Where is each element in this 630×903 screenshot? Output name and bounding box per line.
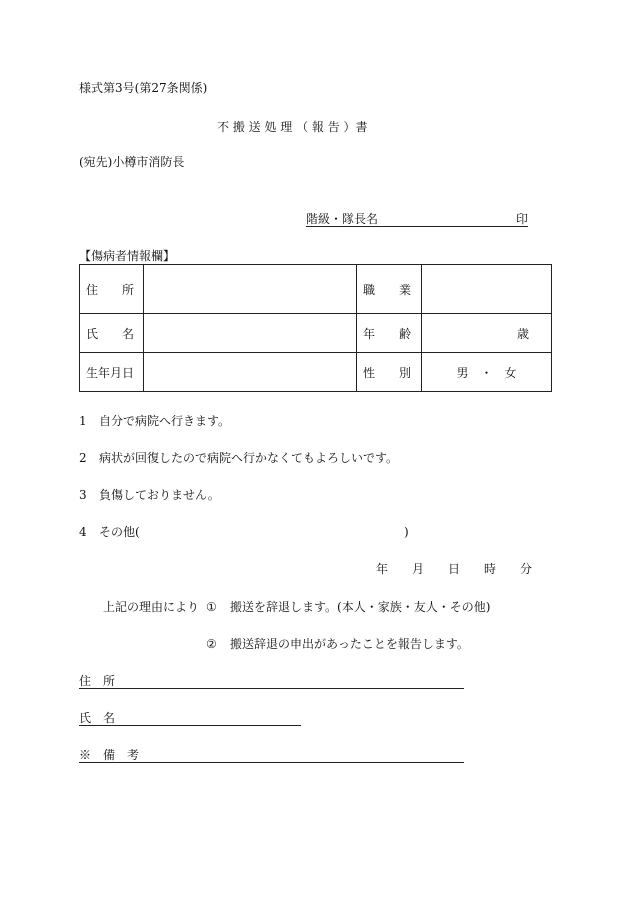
occupation-label: 職 業 — [357, 265, 422, 314]
reason-text: その他( — [99, 525, 140, 539]
patient-info-table — [79, 264, 552, 392]
signature-address-label: 住 所 — [79, 674, 116, 688]
reason-number: 2 — [79, 451, 87, 465]
signature-name-line[interactable] — [79, 725, 301, 726]
sex-field[interactable] — [422, 353, 552, 392]
occupation-field[interactable] — [422, 265, 552, 314]
rank-name-underline — [306, 226, 528, 227]
reason-item-4[interactable] — [79, 525, 140, 539]
reason-number: 3 — [79, 488, 87, 502]
document-title: 不 搬 送 処 理 （ 報 告 ）書 — [217, 120, 368, 134]
remarks-line[interactable] — [79, 762, 464, 763]
form-number: 様式第3号(第27条関係) — [79, 81, 208, 95]
age-field[interactable] — [422, 314, 552, 353]
age-unit: 歳 — [516, 326, 529, 341]
option-1-mark[interactable]: ① — [206, 600, 217, 614]
address-label: 住 所 — [80, 265, 144, 314]
declaration-lead: 上記の理由により — [103, 600, 200, 614]
option-2-mark[interactable]: ② — [206, 637, 217, 651]
datetime-line: 年 月 日 時 分 — [376, 562, 533, 576]
option-1-text: 搬送を辞退します。(本人・家族・友人・その他) — [230, 600, 491, 614]
signature-address-line[interactable] — [79, 688, 464, 689]
seal-mark: 印 — [516, 212, 529, 226]
reason-text: 病状が回復したので病院へ行かなくてもよろしいです。 — [99, 451, 399, 465]
reason-item-2[interactable] — [79, 451, 398, 465]
address-field[interactable] — [144, 265, 357, 314]
name-label: 氏 名 — [80, 314, 144, 353]
reason-item-1[interactable] — [79, 414, 230, 428]
age-label: 年 齢 — [357, 314, 422, 353]
reason-text: 自分で病院へ行きます。 — [99, 414, 231, 428]
name-field[interactable] — [144, 314, 357, 353]
rank-name-label: 階級・隊長名 — [306, 212, 379, 226]
reason-number: 1 — [79, 414, 87, 428]
reason-number: 4 — [79, 525, 87, 539]
reason-text: 負傷しておりません。 — [99, 488, 220, 502]
sex-label: 性 別 — [357, 353, 422, 392]
signature-name-label: 氏 名 — [79, 711, 116, 725]
dob-field[interactable] — [144, 353, 357, 392]
reason-4-close-paren: ) — [404, 525, 409, 539]
reason-item-3[interactable] — [79, 488, 220, 502]
addressee: (宛先)小樽市消防長 — [79, 155, 185, 169]
remarks-label: ※ 備 考 — [79, 748, 140, 762]
sex-options: 男 ・ 女 — [456, 365, 517, 380]
option-2-text: 搬送辞退の申出があったことを報告します。 — [230, 637, 469, 651]
dob-label: 生年月日 — [80, 353, 144, 392]
patient-section-heading: 【傷病者情報欄】 — [79, 249, 176, 263]
